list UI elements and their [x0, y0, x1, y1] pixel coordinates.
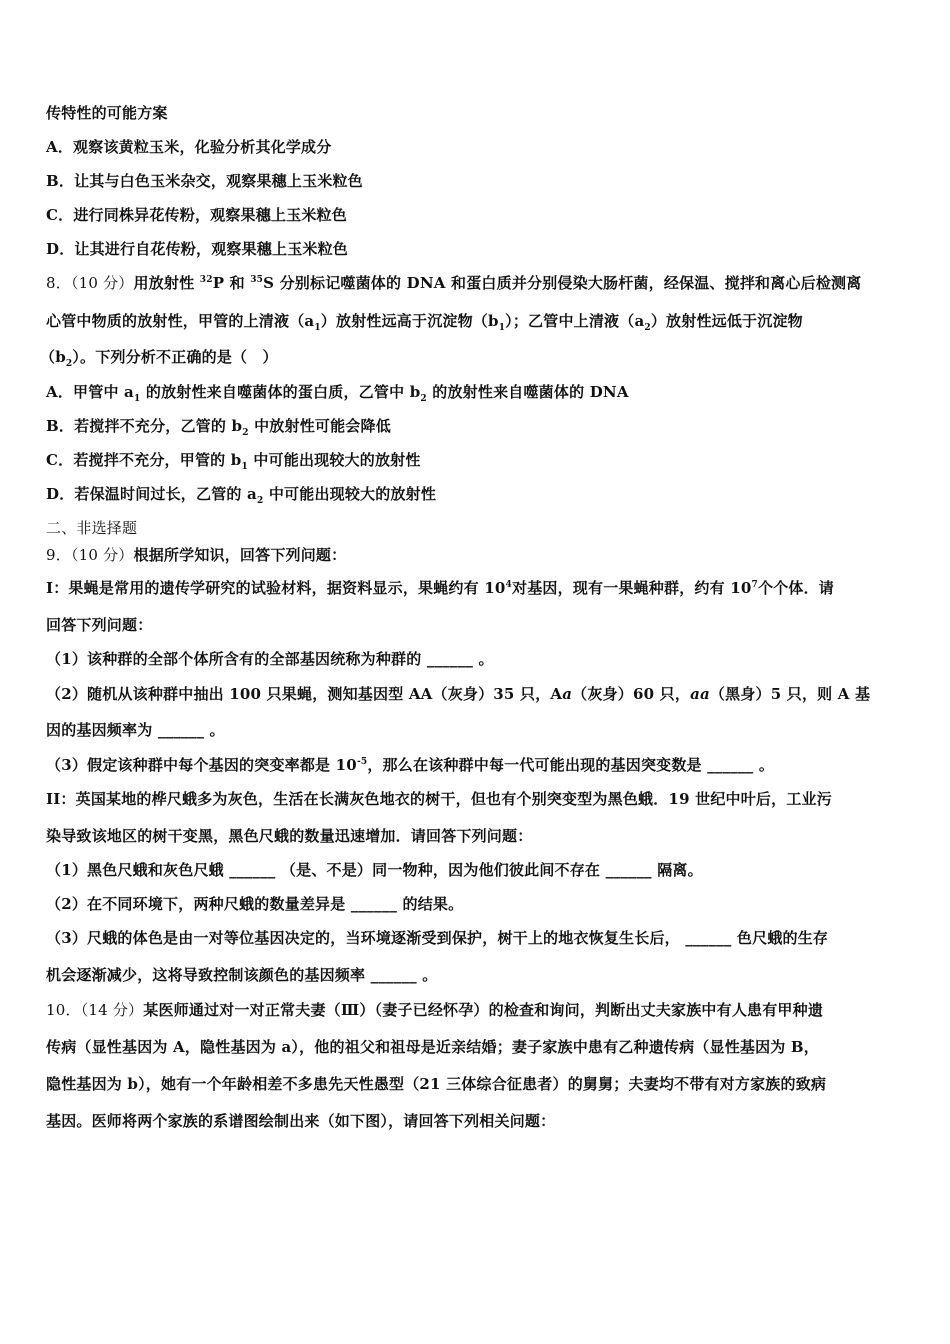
answer-blank[interactable]: ______ [229, 861, 276, 879]
q7-stem-tail: 传特性的可能方案 [46, 104, 168, 122]
q7-option-d: D．让其进行自花传粉，观察果穗上玉米粒色 [46, 240, 349, 258]
q9-text: 色尺蛾的生存 [736, 929, 829, 947]
q9-number: 9． [46, 546, 71, 564]
answer-blank[interactable]: ______ [707, 756, 754, 774]
q7-option-a: A．观察该黄粒玉米，化验分析其化学成分 [46, 138, 332, 156]
q10-stem-line1 [46, 999, 823, 1020]
q8-text: ）。下列分析不正确的是（ ） [72, 348, 278, 366]
answer-blank[interactable]: ______ [350, 895, 398, 913]
q9-sub1 [46, 648, 494, 669]
answer-blank[interactable]: ______ [370, 966, 417, 984]
q9-text: 。 [422, 966, 438, 984]
q9-sub3 [46, 754, 774, 775]
subscript: 1 [314, 323, 321, 333]
q8-text: ）；乙管中上清液（a [505, 312, 645, 330]
subscript: 1 [133, 394, 141, 404]
q9-text: （3）尺蛾的体色是由一对等位基因决定的，当环境逐渐受到保护，树干上的地衣恢复生长后， [46, 929, 680, 947]
answer-blank[interactable]: ______ [426, 650, 474, 668]
q8-text: S 分别标记噬菌体的 DNA 和蛋白质并分别侵染大肠杆菌，经保温、搅拌和离心后检测离 [263, 274, 862, 292]
q8-option-c [46, 449, 421, 470]
q8-text: 中可能出现较大的放射性 [263, 485, 437, 503]
q9-part2-sub2 [46, 893, 463, 914]
q8-stem-line3 [40, 346, 278, 367]
q8-text: 中可能出现较大的放射性 [247, 451, 421, 469]
subscript: 1 [241, 462, 248, 472]
q9-part2-line2: 染导致该地区的树干变黑，黑色尺蛾的数量迅速增加．请回答下列问题： [46, 827, 533, 845]
superscript: -5 [356, 757, 368, 767]
q9-text: 对基因，现有一果蝇种群，约有 10 [512, 579, 752, 597]
q9-part2-sub1 [46, 859, 703, 880]
q8-stem-line2 [46, 310, 803, 331]
q8-text: 中放射性可能会降低 [248, 417, 391, 435]
q9-text: （1）黑色尺蛾和灰色尺蛾 [46, 861, 224, 879]
q8-option-d [46, 483, 436, 504]
q9-text: 的结果。 [402, 895, 464, 913]
q8-text: ）放射性远低于沉淀物 [650, 312, 803, 330]
q8-text: 的放射性来自噬菌体的 DNA [426, 383, 629, 401]
q8-score: （10 分） [70, 274, 134, 292]
q8-option-a [46, 381, 629, 402]
answer-blank[interactable]: ______ [685, 929, 732, 947]
q9-part2-sub3-line1 [46, 927, 828, 948]
q9-text: （灰身）60 只， [572, 685, 691, 703]
q8-text: C．若搅拌不充分，甲管的 b [46, 451, 242, 469]
answer-blank[interactable]: ______ [605, 861, 652, 879]
q9-stem [46, 544, 346, 565]
superscript: 7 [751, 580, 758, 590]
subscript: 2 [420, 394, 427, 404]
q8-text: A．甲管中 a [46, 383, 134, 401]
subscript: 2 [256, 496, 264, 506]
q9-part2-line1: II：英国某地的桦尺蛾多为灰色，生活在长满灰色地衣的树干，但也有个别突变型为黑色蛾．19 世纪中叶后，工业污 [46, 790, 832, 808]
subscript: 2 [242, 428, 249, 438]
superscript: 4 [505, 580, 512, 590]
subscript: 1 [498, 323, 506, 333]
q8-text: 用放射性 [133, 274, 200, 292]
superscript: 35 [250, 275, 264, 285]
q8-text: P 和 [212, 274, 251, 292]
q9-text: （黑身）5 只，则 A 基 [709, 685, 871, 703]
answer-blank[interactable]: ______ [157, 721, 205, 739]
q8-text: （b [40, 348, 66, 366]
superscript: 32 [199, 275, 213, 285]
subscript: 2 [644, 323, 651, 333]
q9-text: 隔离。 [657, 861, 703, 879]
q9-text: （2）在不同环境下，两种尺蛾的数量差异是 [46, 895, 346, 913]
q9-sub2-line1 [46, 683, 870, 704]
q9-part2-sub3-line2 [46, 964, 437, 985]
q8-option-b [46, 415, 391, 436]
q9-text: 。 [758, 756, 775, 774]
q9-text: （1）该种群的全部个体所含有的全部基因统称为种群的 [46, 650, 422, 668]
q9-part1-line1 [46, 577, 834, 598]
q9-text: 机会逐渐减少，这将导致控制该颜色的基因频率 [46, 966, 366, 984]
q9-text: 根据所学知识，回答下列问题： [133, 546, 347, 564]
q9-text: （3）假定该种群中每个基因的突变率都是 10 [46, 756, 357, 774]
q9-text: （2）随机从该种群中抽出 100 只果蝇，测知基因型 AA（灰身）35 只，A [46, 685, 563, 703]
q8-text: ）放射性远高于沉淀物（b [320, 312, 499, 330]
q9-italic: aa [690, 685, 710, 703]
q9-text: 个个体．请 [757, 579, 834, 597]
q7-option-b: B．让其与白色玉米杂交，观察果穗上玉米粒色 [46, 172, 363, 190]
q8-number: 8． [46, 274, 71, 292]
q9-text: （是、不是）同一物种，因为他们彼此间不存在 [280, 861, 601, 879]
q9-italic: a [562, 685, 573, 703]
q8-stem-line1 [46, 272, 861, 293]
q10-text: 某医师通过对一对正常夫妻（Ⅲ）（妻子已经怀孕）的检查和询问，判断出丈夫家族中有人患有甲种遗 [143, 1001, 824, 1019]
q10-stem-line4: 基因。医师将两个家族的系谱图绘制出来（如下图），请回答下列相关问题： [46, 1112, 556, 1130]
q10-score: （14 分） [80, 1001, 144, 1019]
q9-text: 。 [209, 721, 225, 739]
q9-text: ，那么在该种群中每一代可能出现的基因突变数是 [367, 756, 702, 774]
q9-text: 因的基因频率为 [46, 721, 153, 739]
q8-text: D．若保温时间过长，乙管的 a [46, 485, 257, 503]
q9-score: （10 分） [70, 546, 134, 564]
q9-text: 。 [478, 650, 494, 668]
q8-text: B．若搅拌不充分，乙管的 b [46, 417, 243, 435]
q9-part1-line2: 回答下列问题： [46, 616, 153, 634]
q10-stem-line3: 隐性基因为 b），她有一个年龄相差不多患先天性愚型（21 三体综合征患者）的舅舅；夫妻均不带有对方家族的致病 [46, 1075, 827, 1093]
q7-option-c: C．进行同株异花传粉，观察果穗上玉米粒色 [46, 206, 347, 224]
subscript: 2 [65, 359, 73, 369]
q8-text: 的放射性来自噬菌体的蛋白质，乙管中 b [140, 383, 421, 401]
q8-text: 心管中物质的放射性，甲管的上清液（a [46, 312, 315, 330]
q10-number: 10． [46, 1001, 81, 1019]
q9-text: I：果蝇是常用的遗传学研究的试验材料，据资料显示，果蝇约有 10 [46, 579, 506, 597]
q9-sub2-line2 [46, 719, 225, 740]
q10-stem-line2: 传病（显性基因为 A，隐性基因为 a），他的祖父和祖母是近亲结婚；妻子家族中患有乙种遗传病（显性基因为 B， [46, 1038, 820, 1056]
section-heading: 二、非选择题 [46, 519, 138, 537]
